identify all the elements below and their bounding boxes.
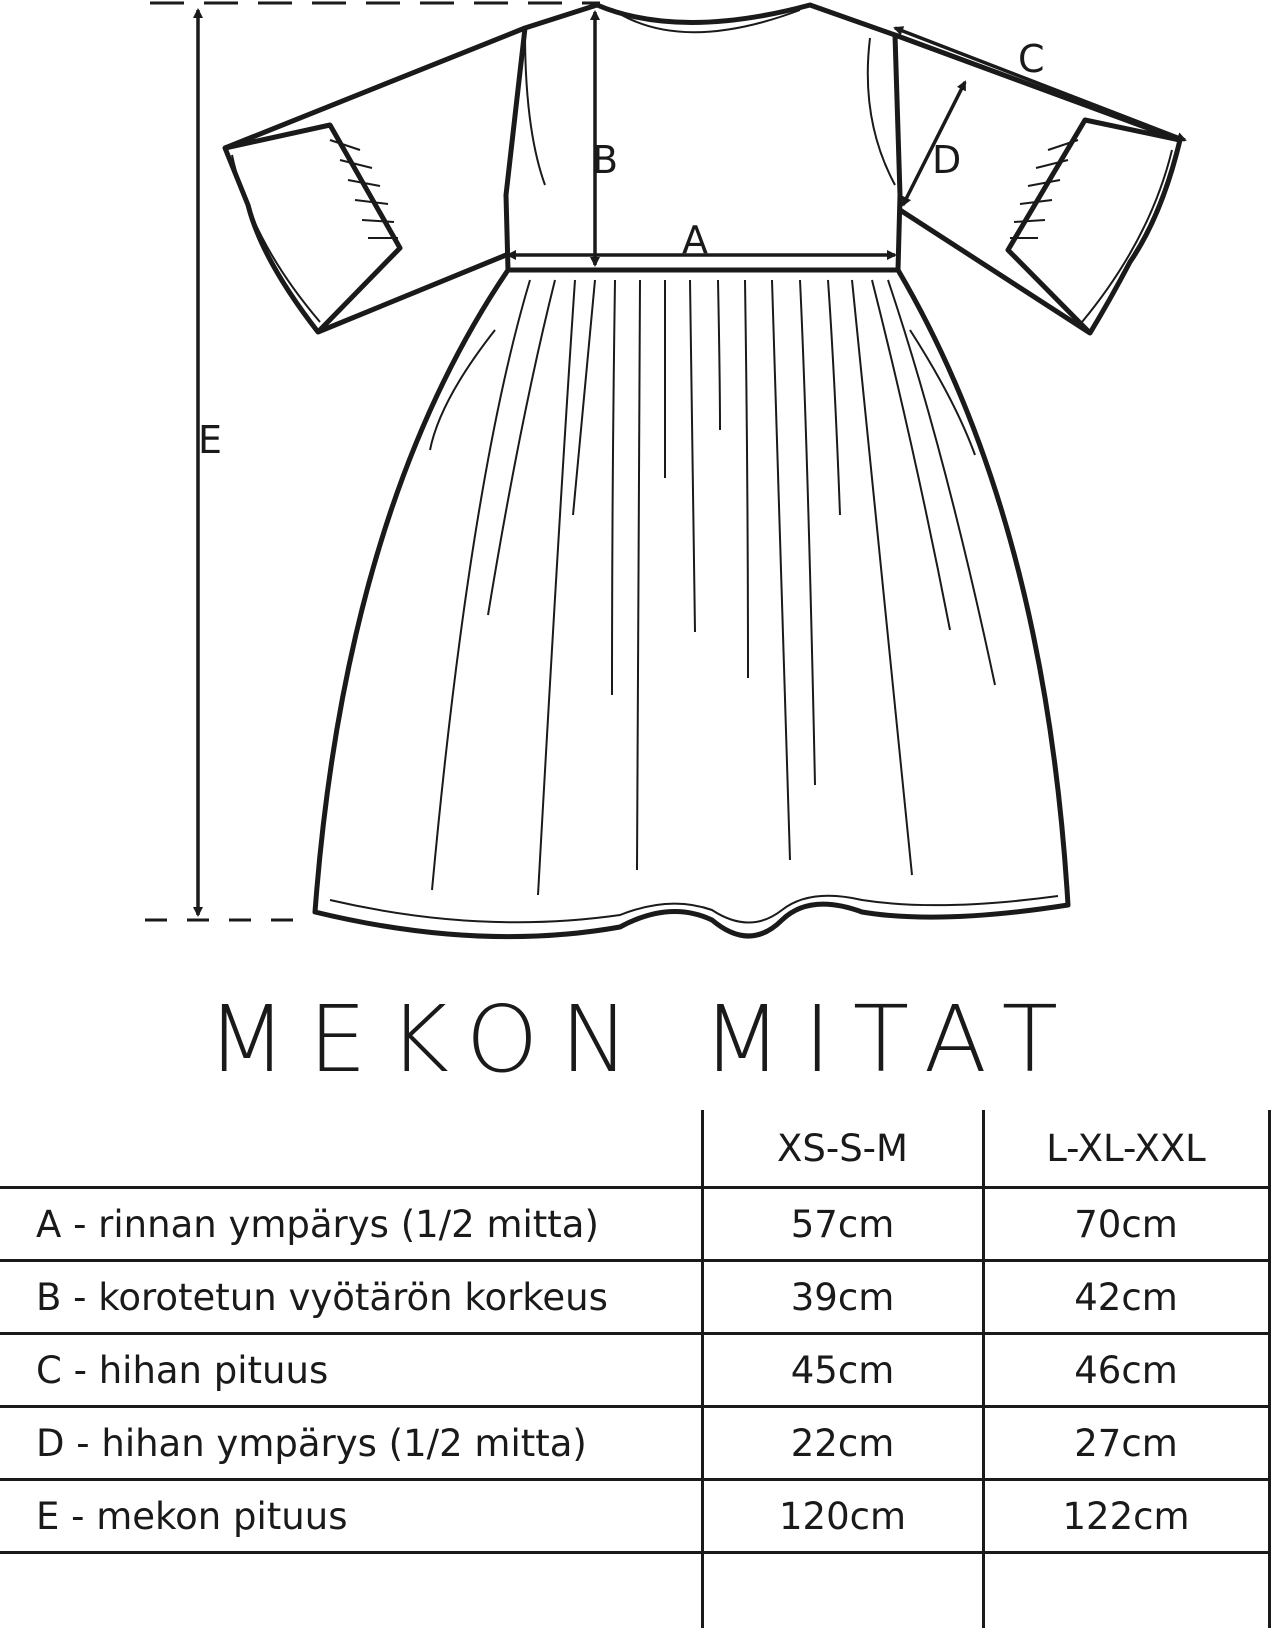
row-value-large: 70cm — [983, 1188, 1269, 1261]
dress-details — [232, 9, 1172, 923]
size-table — [0, 1110, 1271, 1628]
label-c: C — [1018, 37, 1045, 81]
table-row — [0, 1188, 1269, 1261]
row-value-large: 42cm — [983, 1261, 1269, 1334]
table-header-row — [0, 1110, 1269, 1188]
table-row — [0, 1261, 1269, 1334]
label-d: D — [932, 138, 962, 182]
table-row — [0, 1480, 1269, 1553]
dress-outline — [225, 5, 1180, 937]
blank-cell — [983, 1553, 1269, 1629]
row-value-small: 39cm — [702, 1261, 983, 1334]
blank-cell — [702, 1553, 983, 1629]
table-blank-row — [0, 1553, 1269, 1629]
header-size-small: XS-S-M — [702, 1110, 983, 1188]
row-label: B - korotetun vyötärön korkeus — [0, 1261, 702, 1334]
label-e: E — [198, 418, 223, 462]
row-label: E - mekon pituus — [0, 1480, 702, 1553]
row-label: C - hihan pituus — [0, 1334, 702, 1407]
row-value-large: 122cm — [983, 1480, 1269, 1553]
row-value-small: 57cm — [702, 1188, 983, 1261]
row-value-small: 22cm — [702, 1407, 983, 1480]
table-row — [0, 1407, 1269, 1480]
row-label: A - rinnan ympärys (1/2 mitta) — [0, 1188, 702, 1261]
row-value-small: 120cm — [702, 1480, 983, 1553]
row-value-small: 45cm — [702, 1334, 983, 1407]
page-title: MEKON MITAT — [207, 986, 1080, 1093]
header-size-large: L-XL-XXL — [983, 1110, 1269, 1188]
label-b: B — [592, 138, 619, 182]
row-value-large: 46cm — [983, 1334, 1269, 1407]
table-row — [0, 1334, 1269, 1407]
header-empty-cell — [0, 1110, 702, 1188]
row-value-large: 27cm — [983, 1407, 1269, 1480]
row-label: D - hihan ympärys (1/2 mitta) — [0, 1407, 702, 1480]
label-a: A — [682, 218, 708, 262]
blank-cell — [0, 1553, 702, 1629]
